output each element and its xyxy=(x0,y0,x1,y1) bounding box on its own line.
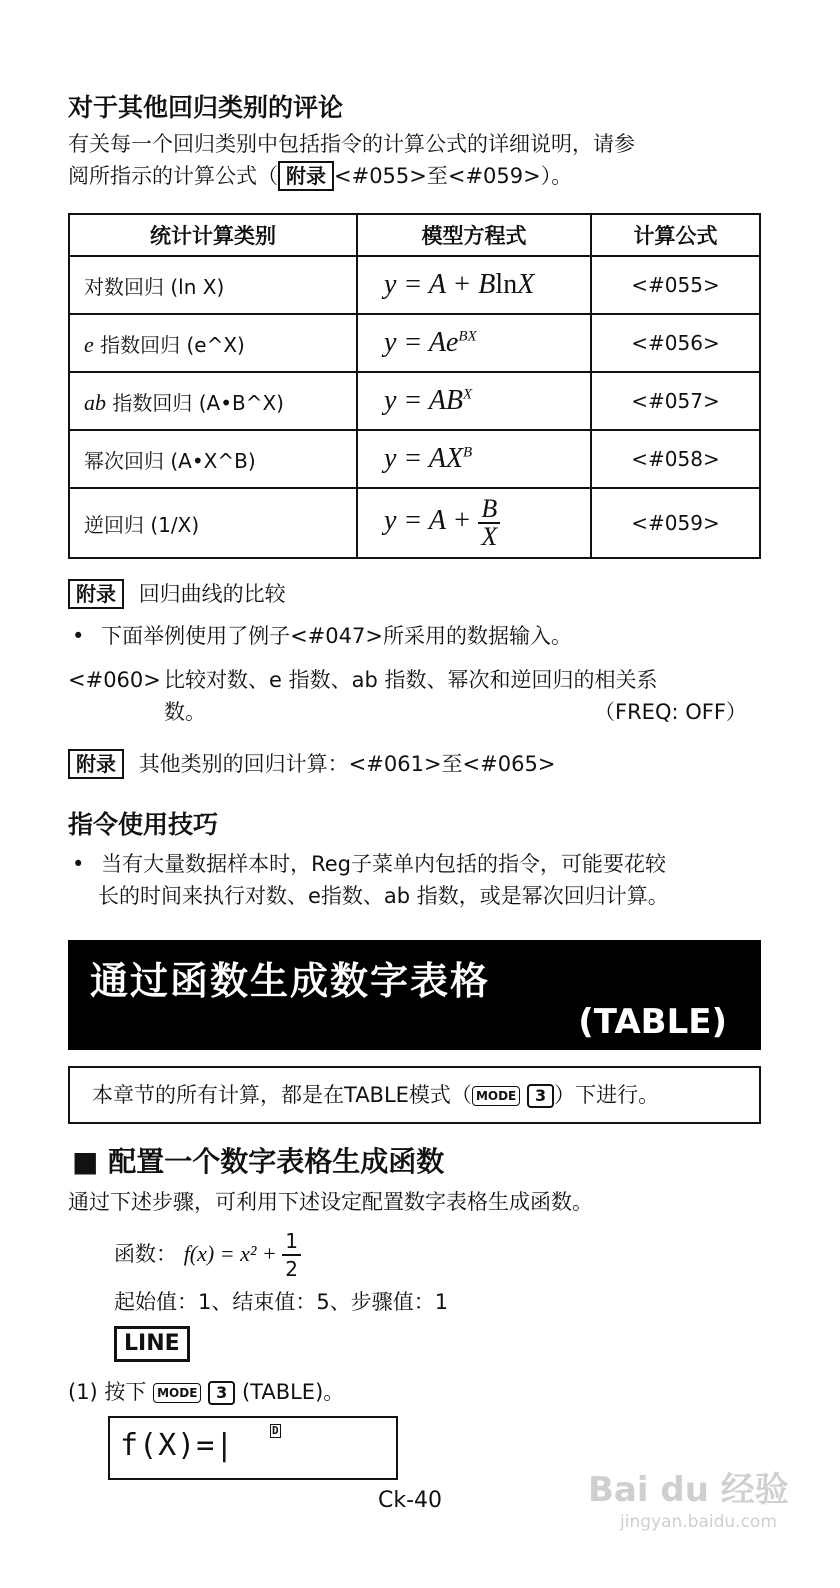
bullet-dot-icon: • xyxy=(72,624,85,648)
key-3: 3 xyxy=(527,1084,554,1108)
formula-exp-e: $y = Ae^{BX}$ xyxy=(384,327,477,358)
table-cell-model xyxy=(357,314,591,372)
table-header-category: 统计计算类别 xyxy=(69,214,357,256)
table-cell-category: ab 指数回归 (A•B^X) xyxy=(69,372,357,430)
table-cell-model xyxy=(357,372,591,430)
degree-indicator: D xyxy=(272,1424,279,1437)
mode-notice-box xyxy=(68,1066,761,1124)
mode-key: MODE xyxy=(472,1086,520,1106)
appendix-other xyxy=(68,748,555,780)
function-line xyxy=(114,1228,301,1282)
function-label: 函数： xyxy=(114,1242,177,1266)
line-mode-tag: LINE xyxy=(114,1326,190,1362)
table-cell-category: e 指数回归 (e^X) xyxy=(69,314,357,372)
function-expr: f(x) = x² + xyxy=(183,1241,283,1266)
table-row xyxy=(69,430,760,488)
config-heading: ■ 配置一个数字表格生成函数 xyxy=(72,1145,445,1178)
appendix-tag: 附录 xyxy=(68,749,124,779)
function-fraction: $\frac{1}{2}$ xyxy=(282,1228,301,1282)
table-cell-ref: <#058> xyxy=(591,430,760,488)
table-cell-model xyxy=(357,256,591,314)
table-cell-ref: <#056> xyxy=(591,314,760,372)
table-row xyxy=(69,488,760,558)
formula-power: $y = AX^B$ xyxy=(384,443,473,474)
table-cell-model xyxy=(357,430,591,488)
watermark-url: jingyan.baidu.com xyxy=(620,1512,777,1532)
table-header-formula: 计算公式 xyxy=(591,214,760,256)
calculator-display xyxy=(108,1416,398,1480)
tips-bullet xyxy=(72,848,666,880)
page-number: Ck-40 xyxy=(378,1488,443,1513)
mode-key: MODE xyxy=(153,1383,201,1403)
appendix-tag: 附录 xyxy=(278,161,334,191)
bullet-text: 下面举例使用了例子<#047>所采用的数据输入。 xyxy=(101,624,572,648)
table-cell-category: 逆回归 (1/X) xyxy=(69,488,357,558)
table-cell-category: 幂次回归 (A•X^B) xyxy=(69,430,357,488)
table-row xyxy=(69,372,760,430)
table-banner xyxy=(68,940,761,1050)
bullet-item xyxy=(72,620,572,652)
appendix-tag: 附录 xyxy=(68,579,124,609)
intro-line2-post: <#055>至<#059>）。 xyxy=(334,164,573,188)
tips-line1: 当有大量数据样本时，Reg子菜单内包括的指令，可能要花较 xyxy=(101,852,666,876)
intro-text-line1: 有关每一个回归类别中包括指令的计算公式的详细说明，请参 xyxy=(68,132,635,156)
banner-title: 通过函数生成数字表格 xyxy=(90,959,491,1003)
appendix-text: 回归曲线的比较 xyxy=(138,582,286,606)
intro-line2-pre: 阅所指示的计算公式（ xyxy=(68,164,278,188)
appendix-text: 其他类别的回归计算：<#061>至<#065> xyxy=(138,752,556,776)
table-cell-ref: <#055> xyxy=(591,256,760,314)
ref-060-code: <#060> xyxy=(68,668,161,692)
appendix-comparison xyxy=(68,578,286,610)
key-3: 3 xyxy=(208,1381,235,1405)
ref-060-line1: 比较对数、e 指数、ab 指数、幂次和逆回归的相关系 xyxy=(164,668,658,692)
formula-log: y = A + BlnX xyxy=(384,269,535,300)
table-cell-category: 对数回归 (ln X) xyxy=(69,256,357,314)
table-row xyxy=(69,314,760,372)
tips-heading: 指令使用技巧 xyxy=(68,810,219,839)
table-cell-ref: <#057> xyxy=(591,372,760,430)
banner-subtitle: (TABLE) xyxy=(578,1002,727,1042)
table-header-row xyxy=(69,214,760,256)
section-heading-comments: 对于其他回归类别的评论 xyxy=(68,93,344,122)
formula-exp-ab: $y = AB^X$ xyxy=(384,385,473,416)
bullet-dot-icon: • xyxy=(72,852,85,876)
table-row xyxy=(69,256,760,314)
table-cell-model xyxy=(357,488,591,558)
mode-notice-text: 本章节的所有计算，都是在TABLE模式（ MODE 3 ）下进行。 xyxy=(92,1083,660,1107)
formula-inverse: y = A + $\frac{B}{X}$ xyxy=(384,505,500,536)
tips-line2: 长的时间来执行对数、e指数、ab 指数，或是幂次回归计算。 xyxy=(98,884,669,908)
config-intro: 通过下述步骤，可利用下述设定配置数字表格生成函数。 xyxy=(68,1190,593,1214)
range-line: 起始值：1、结束值：5、步骤值：1 xyxy=(114,1290,449,1314)
ref-060-line2: 数。 xyxy=(164,700,206,724)
regression-table xyxy=(68,213,761,559)
step-1: (1) 按下 MODE 3 (TABLE)。 xyxy=(68,1380,345,1404)
table-cell-ref: <#059> xyxy=(591,488,760,558)
table-header-model: 模型方程式 xyxy=(357,214,591,256)
intro-text-line2 xyxy=(68,160,572,192)
ref-060-freq: （FREQ: OFF） xyxy=(594,700,747,724)
display-text: f(X)=| xyxy=(120,1428,235,1463)
watermark-brand: Bai du 经验 xyxy=(588,1470,789,1510)
